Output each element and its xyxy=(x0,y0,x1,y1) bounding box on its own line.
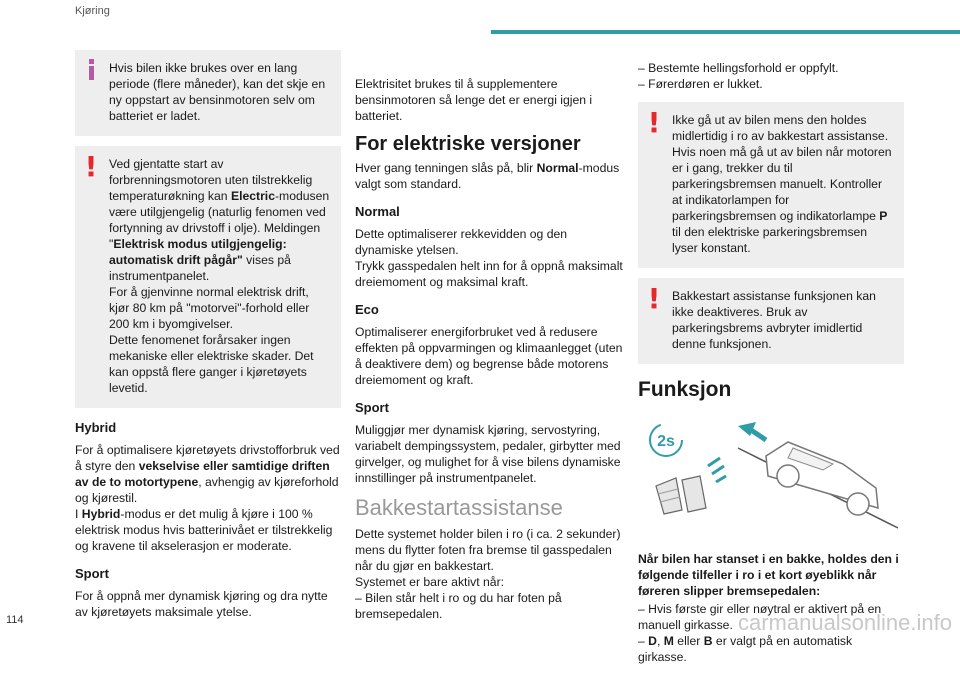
warning-exit-text: Ikke gå ut av bilen mens den holdes midlertidig i ro av bakkestart assistanse. Hvis noen må gå ut av bilen når motoren er i gang, trekker du til parkeringsbremsen manuelt. Kontroller at indikatorlampen for parkeringsbremsen og indikatorlampe P til den elektriske parkeringsbremsen lyser konstant. xyxy=(672,113,892,255)
function-cases: – Hvis første gir eller nøytral er aktivert på en manuell girkasse. – D, M eller B er valgt på en automatisk girkasse. xyxy=(638,602,882,664)
hill-start-illustration xyxy=(638,418,904,533)
function-heading: Funksjon xyxy=(638,378,732,401)
eco-heading: Eco xyxy=(355,302,379,317)
warning-deactivate-text: Bakkestart assistanse funksjonen kan ikke deaktiveres. Bruk av parkeringsbrems avbryter imidlertid denne funksjonen. xyxy=(672,289,876,351)
electric-heading: For elektriske versjoner xyxy=(355,133,581,155)
warning-box-exit xyxy=(638,102,904,268)
timer-label: 2s xyxy=(657,433,675,450)
sport-mode-text: Muliggjør mer dynamisk kjøring, servostyring, variabelt dempingssystem, pedaler, girbytter med girvelger, og mulighet for å vise bilens dynamiske innstillinger på instrumentpanelet. xyxy=(355,423,621,485)
section-header: Kjøring xyxy=(75,5,110,17)
hill-start-text: Dette systemet holder bilen i ro (i ca. 2 sekunder) mens du flytter foten fra bremse til gasspedalen når du gjør en bakkestart. Systemet er bare aktivt når: – Bilen står helt i ro og du har foten på bremsepedalen. xyxy=(355,527,621,621)
normal-heading: Normal xyxy=(355,204,400,219)
column-2 xyxy=(355,50,625,630)
info-icon xyxy=(84,59,98,80)
hybrid-text: For å optimalisere kjøretøyets drivstofforbruk ved å styre den vekselvise eller samtidige driften av de to motortypene, avhengig av kjøreforhold og kjørestil. I Hybrid-modus er det mulig å kjøre i 100 % elektrisk modus hvis batterinivået er tilstrekkelig og kravene til akselerasjon er moderate. xyxy=(75,443,340,553)
conditions-list: – Bestemte hellingsforhold er oppfylt. – Førerdøren er lukket. xyxy=(638,61,839,91)
intro-text: Elektrisitet brukes til å supplementere bensinmotoren så lenge det er energi igjen i batteriet. xyxy=(355,77,593,123)
warning-box-deactivate xyxy=(638,278,904,364)
hill-start-heading: Bakkestartassistanse xyxy=(355,495,563,520)
warning-icon: ! xyxy=(647,106,661,139)
hybrid-heading: Hybrid xyxy=(75,420,117,435)
eco-text: Optimaliserer energiforbruket ved å redusere effekten på oppvarmingen og klimaanlegget (uten å deaktivere dem) og begrense både motorens dreiemoment og kraft. xyxy=(355,325,623,387)
sport-text: For å oppnå mer dynamisk kjøring og dra nytte av kjøretøyets maksimale ytelse. xyxy=(75,589,328,619)
sport-mode-heading: Sport xyxy=(355,400,389,415)
column-1 xyxy=(75,50,341,628)
warning-icon: ! xyxy=(84,150,98,183)
info-box xyxy=(75,50,341,136)
normal-text: Dette optimaliserer rekkevidden og den dynamiske ytelsen. Trykk gasspedalen helt inn for å oppnå maksimalt dreiemoment og maksimal kraft. xyxy=(355,227,623,289)
electric-text: Hver gang tenningen slås på, blir Normal-modus valgt som standard. xyxy=(355,161,620,191)
warning-icon: ! xyxy=(647,282,661,315)
warning-text: Ved gjentatte start av forbrenningsmotoren uten tilstrekkelig temperaturøkning kan Electric-modusen være utilgjengelig (naturlig fenomen ved fortynning av drivstoff i olje). Meldingen "Elektrisk modus utilgjengelig: automatisk drift pågår" vises på instrumentpanelet. For å gjenvinne normal elektrisk drift, kjør 80 km på "motorvei"-forhold eller 200 km i byomgivelser. Dette fenomenet forårsaker ingen mekaniske eller elektriske skader. Det kan oppstå flere ganger i kjøretøyets levetid. xyxy=(109,157,330,395)
sport-heading: Sport xyxy=(75,566,109,581)
watermark: carmanualsonline.info xyxy=(737,610,952,635)
column-3 xyxy=(638,50,904,673)
info-text: Hvis bilen ikke brukes over en lang periode (flere måneder), kan det skje en ny oppstart av bensinmotoren selv om batteriet er ladet. xyxy=(109,61,326,123)
function-intro: Når bilen har stanset i en bakke, holdes den i følgende tilfeller i ro i et kort øyeblikk når føreren slipper bremsepedalen: xyxy=(638,552,899,598)
page-number: 114 xyxy=(6,614,24,626)
warning-box-electric xyxy=(75,146,341,408)
accent-bar xyxy=(491,30,960,34)
